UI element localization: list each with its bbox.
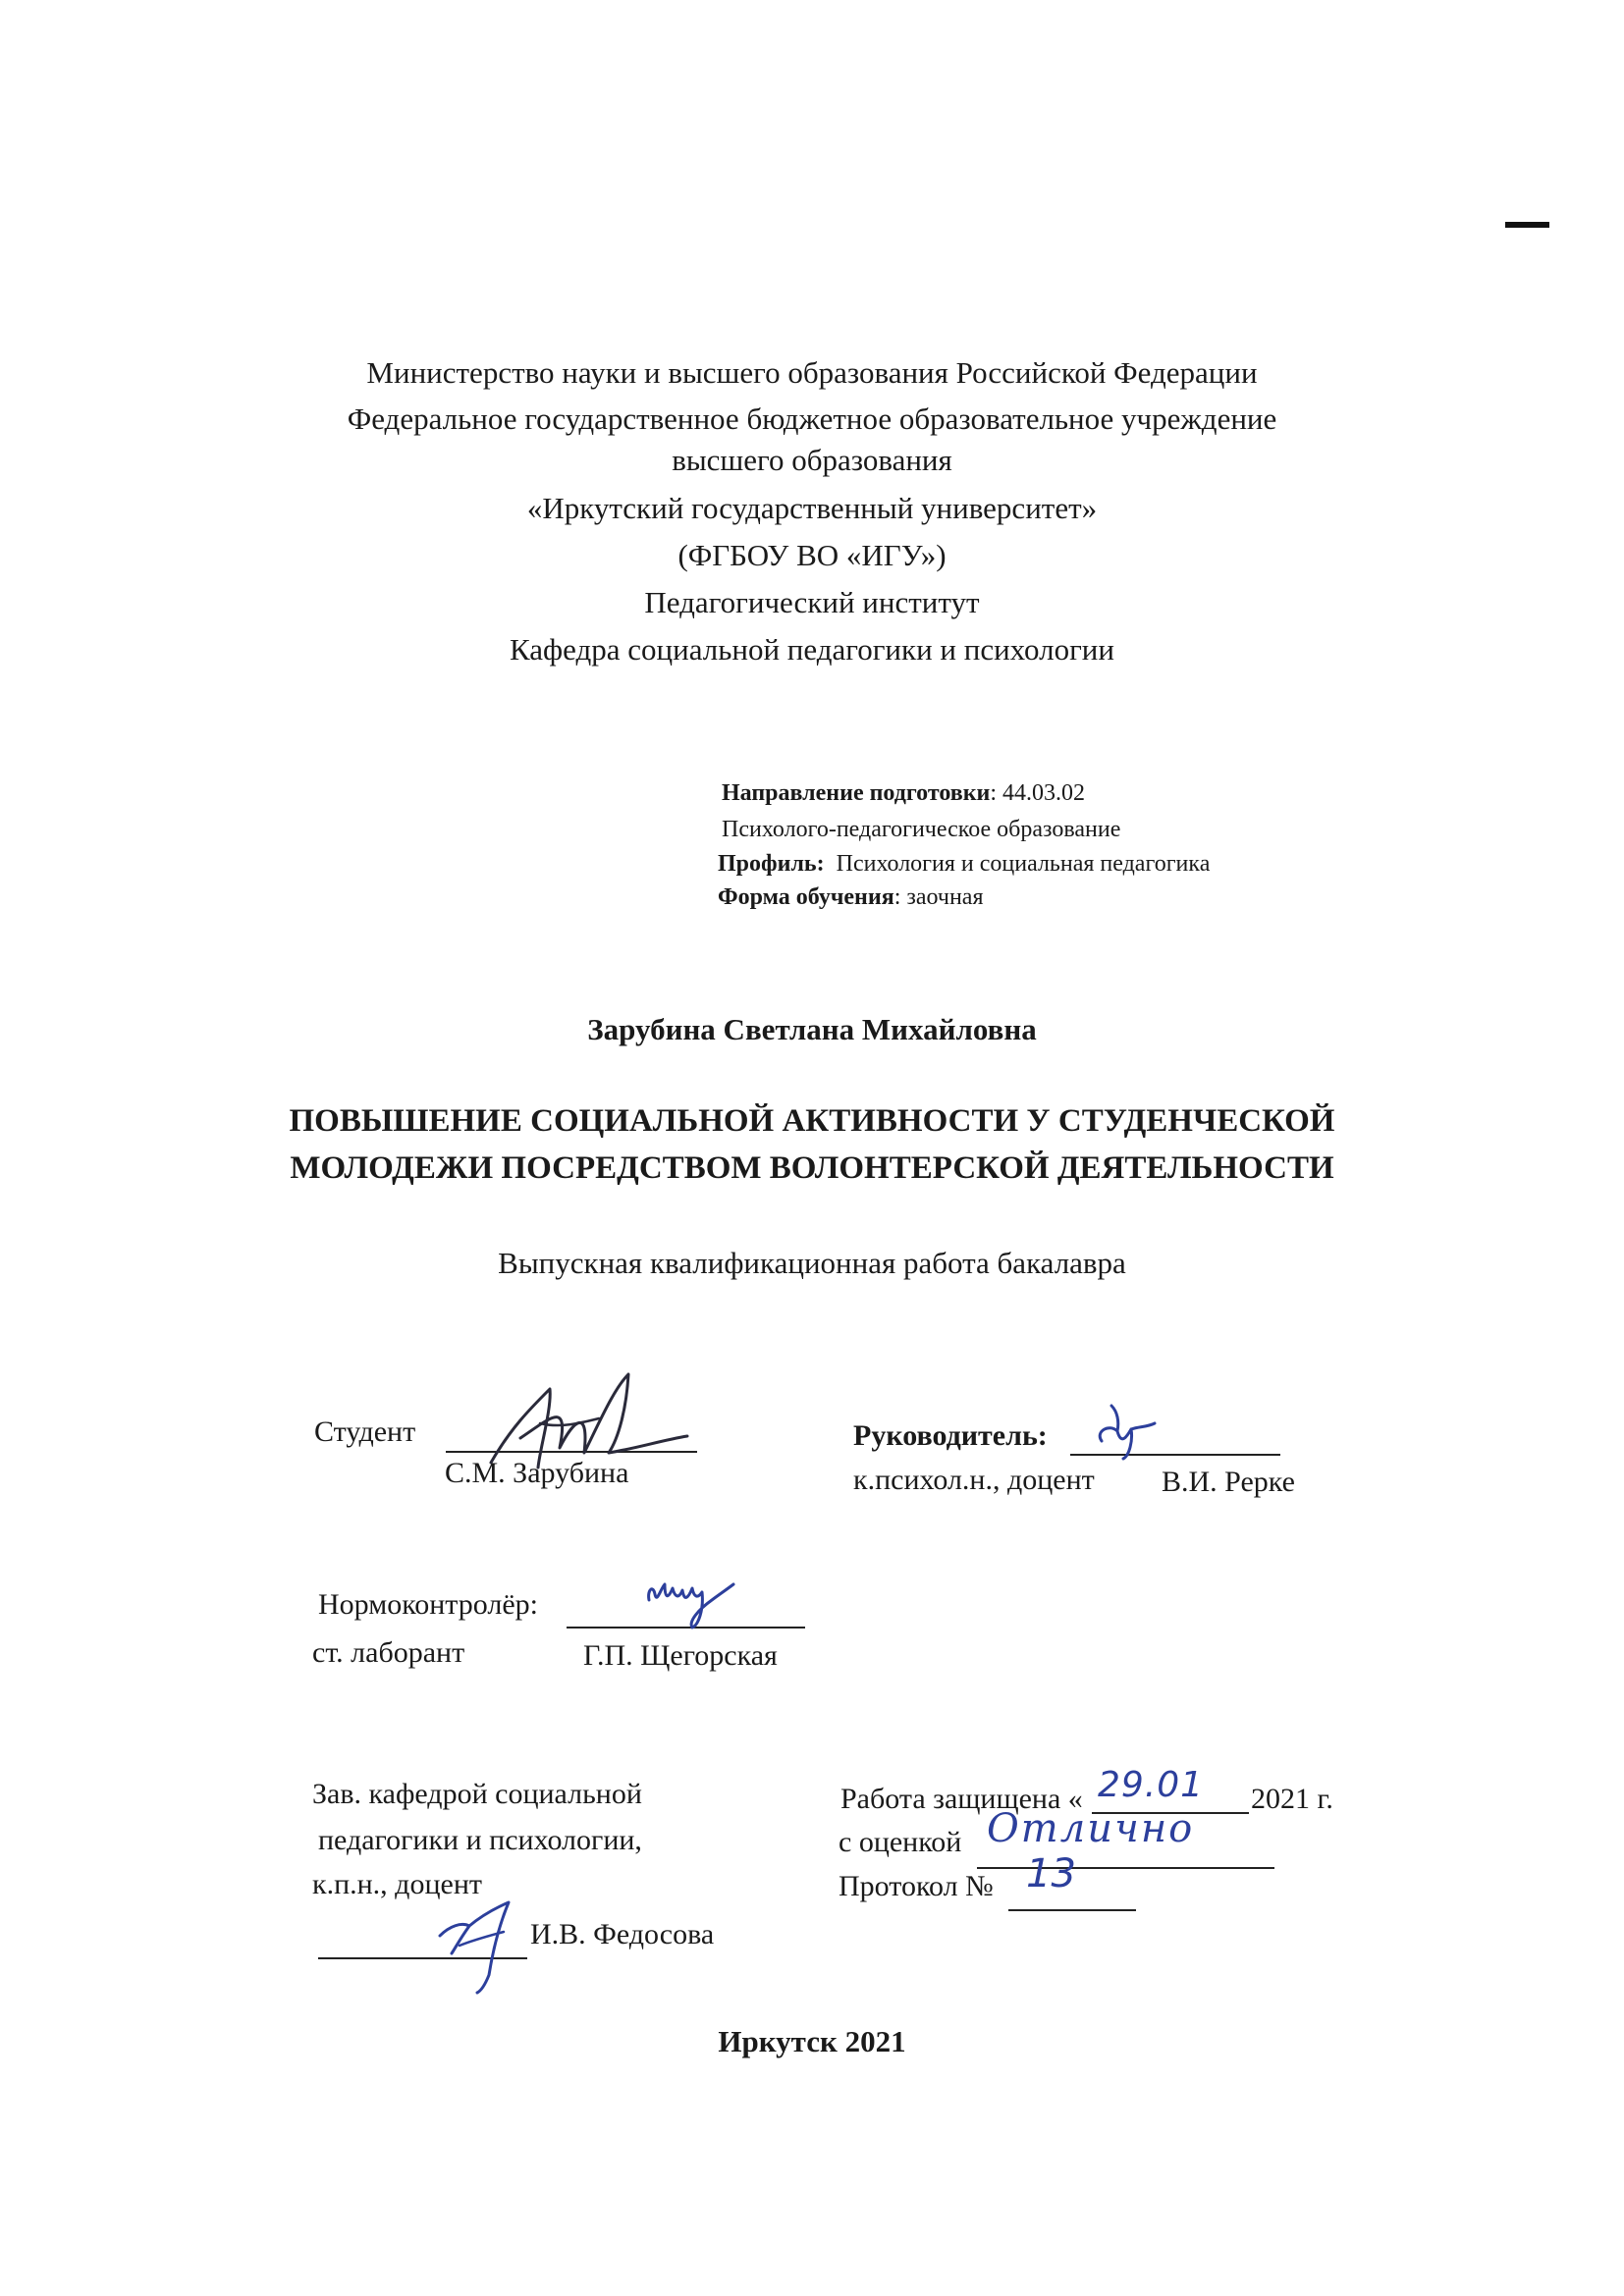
protocol-number: 13: [1026, 1851, 1076, 1896]
form-value: : заочная: [893, 884, 984, 910]
university-name: «Иркутский государственный университет»: [526, 491, 1098, 525]
profile-value: Психология и социальная педагогика: [836, 851, 1211, 877]
direction-row: [722, 779, 1085, 808]
grade-line: [977, 1867, 1274, 1869]
head-name: И.В. Федосова: [530, 1918, 715, 1950]
institution-line-2: высшего образования: [672, 443, 952, 477]
normcontrol-label: Нормоконтролёр:: [318, 1588, 539, 1621]
grade-handwritten: Отлично: [987, 1806, 1195, 1851]
direction-name: Психолого-педагогическое образование: [722, 817, 1121, 842]
author-name: Зарубина Светлана Михайловна: [587, 1012, 1037, 1046]
direction-value: : 44.03.02: [990, 780, 1086, 806]
supervisor-name: В.И. Рерке: [1162, 1466, 1295, 1498]
supervisor-position: к.психол.н., доцент: [853, 1464, 1095, 1496]
protocol-label: Протокол №: [839, 1870, 994, 1902]
defense-date-handwritten: 29.01: [1098, 1765, 1205, 1805]
thesis-title-line-1: ПОВЫШЕНИЕ СОЦИАЛЬНОЙ АКТИВНОСТИ У СТУДЕНЧЕСКОЙ: [289, 1103, 1335, 1139]
city-year: Иркутск 2021: [718, 2024, 906, 2058]
direction-label: Направление подготовки: [722, 780, 991, 806]
thesis-title-line-2: МОЛОДЕЖИ ПОСРЕДСТВОМ ВОЛОНТЕРСКОЙ ДЕЯТЕЛЬНОСТИ: [290, 1150, 1334, 1186]
head-line-1: Зав. кафедрой социальной: [312, 1778, 642, 1810]
head-signature: [430, 1896, 538, 1995]
head-line-2: педагогики и психологии,: [318, 1824, 642, 1856]
form-row: [718, 883, 984, 912]
form-label: Форма обучения: [718, 884, 894, 910]
student-label: Студент: [314, 1415, 416, 1448]
head-line-3: к.п.н., доцент: [312, 1868, 482, 1900]
institution-line-1: Федеральное государственное бюджетное образовательное учреждение: [347, 401, 1277, 436]
university-abbr: (ФГБОУ ВО «ИГУ»): [677, 538, 947, 572]
profile-label: Профиль:: [718, 851, 825, 877]
department-name: Кафедра социальной педагогики и психологии: [510, 632, 1114, 667]
work-type: Выпускная квалификационная работа бакалавра: [498, 1246, 1126, 1280]
ministry-line: Министерство науки и высшего образования Российской Федерации: [366, 355, 1258, 390]
normcontrol-position: ст. лаборант: [312, 1636, 465, 1669]
student-name: С.М. Зарубина: [445, 1457, 629, 1489]
protocol-line: [1008, 1909, 1136, 1911]
normcontrol-name: Г.П. Щегорская: [583, 1639, 778, 1672]
defense-year: 2021 г.: [1251, 1783, 1333, 1815]
profile-row: [718, 850, 1210, 879]
institute-name: Педагогический институт: [644, 585, 980, 619]
scan-mark: [1505, 222, 1549, 228]
supervisor-signature: [1090, 1402, 1168, 1461]
normcontrol-signature: [643, 1571, 741, 1629]
grade-label: с оценкой: [839, 1826, 962, 1858]
supervisor-label: Руководитель:: [853, 1419, 1048, 1452]
defense-label: Работа защищена «: [840, 1783, 1083, 1815]
